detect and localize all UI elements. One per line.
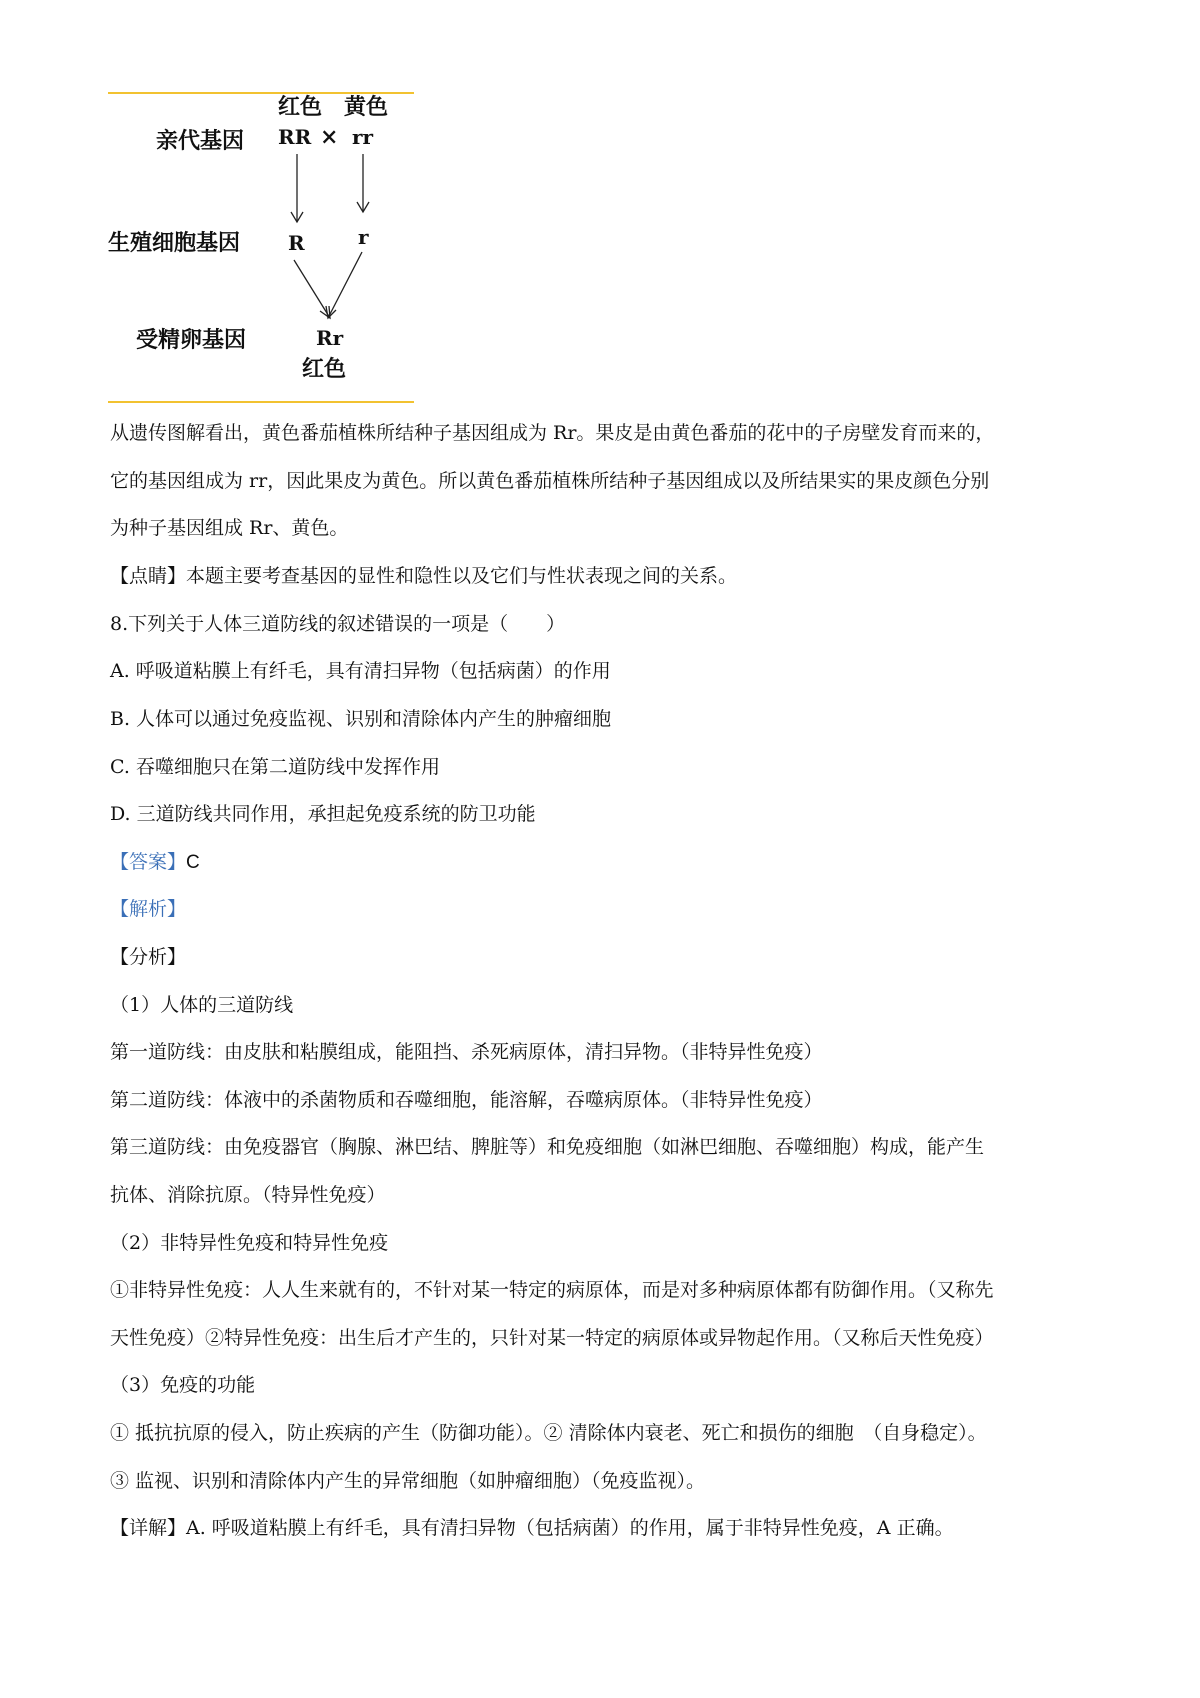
immunity-types-2: 天性免疫）②特异性免疫：出生后才产生的，只针对某一特定的病原体或异物起作用。（又称后天性免疫） [110, 1327, 994, 1349]
arrow-RR-to-R [291, 154, 303, 222]
arrow-R-to-Rr [294, 260, 330, 318]
option-b: B. 人体可以通过免疫监视、识别和清除体内产生的肿瘤细胞 [110, 708, 612, 730]
parent-color-yellow: 黄色 [344, 95, 389, 120]
parent-color-red: 红色 [278, 95, 323, 120]
label-gamete-genes: 生殖细胞基因 [108, 231, 241, 256]
third-line-defense-2: 抗体、消除抗原。（特异性免疫） [110, 1184, 386, 1206]
key-point: 【点睛】本题主要考查基因的显性和隐性以及它们与性状表现之间的关系。 [110, 565, 738, 587]
option-c: C. 吞噬细胞只在第二道防线中发挥作用 [110, 756, 440, 778]
arrow-r-to-Rr [326, 252, 362, 318]
option-a: A. 呼吸道粘膜上有纤毛，具有清扫异物（包括病菌）的作用 [110, 660, 611, 682]
explanation-line-3: 为种子基因组成 Rr、黄色。 [110, 517, 349, 539]
first-line-defense: 第一道防线：由皮肤和粘膜组成，能阻挡、杀死病原体，清扫异物。（非特异性免疫） [110, 1041, 823, 1063]
third-line-defense-1: 第三道防线：由免疫器官（胸腺、淋巴结、脾脏等）和免疫细胞（如淋巴细胞、吞噬细胞）构成，能产生 [110, 1136, 985, 1158]
detail-a: 【详解】A. 呼吸道粘膜上有纤毛，具有清扫异物（包括病菌）的作用，属于非特异性免疫，A 正确。 [110, 1517, 954, 1539]
section-1-title: （1）人体的三道防线 [110, 994, 294, 1016]
cross-symbol: × [320, 124, 339, 150]
analysis-heading: 【分析】 [110, 946, 187, 968]
zygote-gene-Rr: Rr [316, 326, 344, 350]
explanation-line-1: 从遗传图解看出，黄色番茄植株所结种子基因组成为 Rr。果皮是由黄色番茄的花中的子房壁发育而来的， [110, 422, 995, 444]
immune-functions-1: ① 抵抗抗原的侵入，防止疾病的产生（防御功能）。② 清除体内衰老、死亡和损伤的细胞 （自身稳定）。 [110, 1422, 987, 1444]
answer-value: C [186, 852, 200, 873]
second-line-defense: 第二道防线：体液中的杀菌物质和吞噬细胞，能溶解，吞噬病原体。（非特异性免疫） [110, 1089, 823, 1111]
gamete-gene-R: R [288, 231, 305, 255]
gamete-gene-r: r [358, 225, 369, 249]
immunity-types-1: ①非特异性免疫：人人生来就有的，不针对某一特定的病原体，而是对多种病原体都有防御作用。（又称先 [110, 1279, 994, 1301]
parent-gene-RR: RR [278, 125, 312, 149]
genetic-cross-diagram [108, 92, 414, 404]
option-d: D. 三道防线共同作用，承担起免疫系统的防卫功能 [110, 803, 536, 825]
arrow-rr-to-r [357, 154, 369, 212]
answer-tag: 【答案】 [110, 851, 187, 873]
zygote-color-red: 红色 [302, 357, 347, 382]
explanation-line-2: 它的基因组成为 rr，因此果皮为黄色。所以黄色番茄植株所结种子基因组成以及所结果实的果皮颜色分别 [110, 470, 990, 492]
parent-gene-rr: rr [352, 125, 374, 149]
immune-functions-2: ③ 监视、识别和清除体内产生的异常细胞（如肿瘤细胞）（免疫监视）。 [110, 1470, 706, 1492]
section-2-title: （2）非特异性免疫和特异性免疫 [110, 1232, 389, 1254]
label-zygote-genes: 受精卵基因 [136, 328, 247, 353]
label-parent-genes: 亲代基因 [156, 129, 245, 154]
section-3-title: （3）免疫的功能 [110, 1374, 256, 1396]
analysis-tag: 【解析】 [110, 898, 187, 920]
question-8-stem: 8.下列关于人体三道防线的叙述错误的一项是（ ） [110, 613, 566, 635]
answer-line [110, 849, 200, 876]
